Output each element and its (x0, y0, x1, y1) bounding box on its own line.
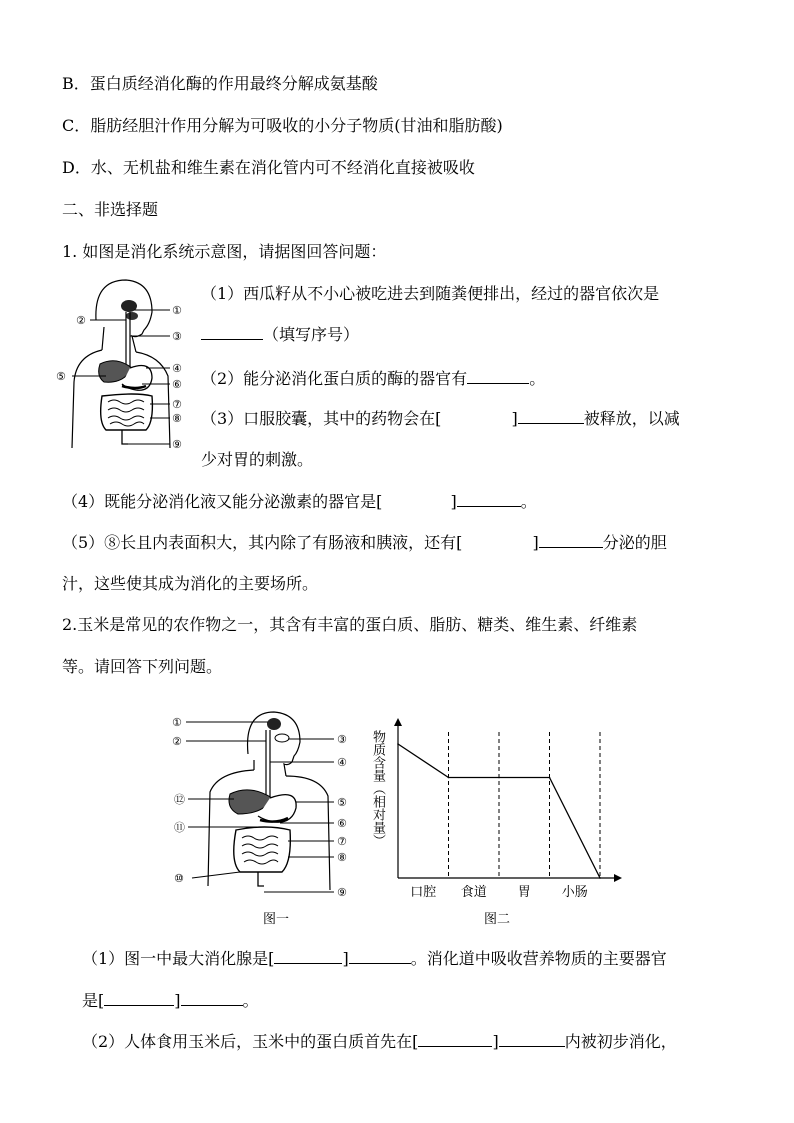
fig1-label-5: ⑤ (56, 370, 66, 383)
q2-part1-bracket-blank[interactable] (274, 948, 342, 964)
q2-part1-blank-2[interactable] (181, 990, 243, 1006)
digestive-figure-2 (170, 706, 360, 906)
q1-part2-end: 。 (529, 369, 546, 388)
series-point (498, 777, 500, 779)
series-point (397, 743, 399, 745)
q1-part5-line (62, 532, 667, 553)
q2-part1-bracket-blank-2[interactable] (104, 990, 174, 1006)
content-chart (364, 714, 622, 904)
q2-part2-a: （2）人体食用玉米后，玉米中的蛋白质首先在[ (82, 1032, 419, 1051)
q2-part1-line2 (82, 990, 259, 1011)
option-d: D．水、无机盐和维生素在消化管内可不经消化直接被吸收 (62, 158, 475, 177)
x-tick-label: 胃 (517, 885, 531, 900)
q2-part1-a: （1）图一中最大消化腺是[ (82, 949, 275, 968)
q1-part4-c: 。 (520, 492, 537, 511)
q2-part1-line (82, 948, 667, 969)
x-tick-label: 食道 (460, 885, 487, 900)
q2-part1-f: 。 (242, 991, 259, 1010)
q1-part3-bracket-blank[interactable] (441, 409, 511, 424)
q1-part3-c: 被释放，以减 (583, 409, 680, 428)
fig2-label-9: ⑨ (337, 886, 347, 899)
q1-part1-line (201, 324, 359, 345)
q1-part3-a: （3）口服胶囊，其中的药物会在[ (201, 409, 442, 428)
q2-part2-blank[interactable] (499, 1031, 565, 1047)
q1-part5-bracket-blank[interactable] (462, 533, 532, 548)
fig1-label-4: ④ (172, 362, 182, 375)
fig1-label-3: ③ (172, 330, 182, 343)
fig2-label-7: ⑦ (337, 835, 347, 848)
q1-part3-blank[interactable] (518, 408, 584, 424)
option-b: B．蛋白质经消化酶的作用最终分解成氨基酸 (62, 74, 378, 93)
fig2-label-3: ③ (337, 733, 347, 746)
q1-part3-line (201, 408, 680, 429)
fig1-label-2: ② (76, 314, 86, 327)
q1-part1-b: （填写序号） (263, 325, 360, 344)
y-axis-arrow (394, 718, 402, 726)
y-axis-label: 物质含量（相对量） (370, 730, 385, 847)
x-tick-label: 小肠 (561, 885, 588, 900)
q2-stem-b: 等。请回答下列问题。 (62, 657, 223, 676)
fig1-label-1: ① (172, 304, 182, 317)
fig1-label-8: ⑧ (172, 412, 182, 425)
q2-part1-c: 。消化道中吸收营养物质的主要器官 (410, 949, 667, 968)
figure-2-caption: 图二 (484, 912, 511, 927)
q1-part2: （2）能分泌消化蛋白质的酶的器官有 (201, 369, 468, 388)
q2-part1-e: ] (174, 991, 181, 1010)
q1-stem: 1. 如图是消化系统示意图，请据图回答问题： (62, 242, 387, 261)
x-tick-label: 口腔 (410, 885, 437, 900)
fig2-label-2: ② (172, 735, 182, 748)
fig2-label-6: ⑥ (337, 817, 347, 830)
q1-part5-d: 汁，这些使其成为消化的主要场所。 (62, 574, 319, 593)
q1-part5-blank[interactable] (539, 532, 603, 548)
q2-part1-d: 是[ (82, 991, 105, 1010)
q1-part1-blank[interactable] (201, 324, 263, 340)
option-c: C．脂肪经胆汁作用分解为可吸收的小分子物质(甘油和脂肪酸) (62, 116, 503, 135)
fig2-label-12: ⑫ (174, 793, 185, 806)
q1-part3-d: 少对胃的刺激。 (201, 450, 314, 469)
q2-part2-b: ] (492, 1032, 499, 1051)
fig2-label-10: ⑩ (174, 872, 184, 885)
q1-part4-blank[interactable] (457, 491, 521, 507)
fig2-label-4: ④ (337, 756, 347, 769)
q2-part2-bracket-blank[interactable] (418, 1031, 492, 1047)
fig2-label-8: ⑧ (337, 851, 347, 864)
q1-part3-b: ] (511, 409, 518, 428)
q1-part4-bracket-blank[interactable] (382, 492, 450, 507)
q1-part4-line (62, 491, 537, 512)
q2-part1-blank[interactable] (349, 948, 411, 964)
q2-part1-b: ] (342, 949, 349, 968)
q1-part5-c: 分泌的胆 (602, 533, 667, 552)
series-point (599, 877, 601, 879)
q2-part2-c: 内被初步消化， (564, 1032, 677, 1051)
fig2-label-5: ⑤ (337, 796, 347, 809)
q1-part5-a: （5）⑧长且内表面积大，其内除了有肠液和胰液，还有[ (62, 533, 463, 552)
section-title: 二、非选择题 (62, 200, 159, 219)
series-point (448, 777, 450, 779)
fig1-label-6: ⑥ (172, 378, 182, 391)
q2-stem-a: 2.玉米是常见的农作物之一，其含有丰富的蛋白质、脂肪、糖类、维生素、纤维素 (62, 615, 638, 634)
fig1-label-7: ⑦ (172, 398, 182, 411)
q1-part4-a: （4）既能分泌消化液又能分泌激素的器官是[ (62, 492, 383, 511)
chart-ylabel (368, 730, 390, 860)
q1-part2-blank[interactable] (467, 368, 529, 384)
fig1-label-9: ⑨ (172, 438, 182, 451)
series-point (549, 777, 551, 779)
q2-part2-line (82, 1031, 677, 1052)
q1-part4-b: ] (450, 492, 457, 511)
fig2-label-1: ① (172, 716, 182, 729)
digestive-figure-1 (56, 272, 196, 452)
x-axis-arrow (614, 874, 622, 882)
fig2-label-11: ⑪ (174, 821, 185, 834)
q1-part5-b: ] (532, 533, 539, 552)
q1-part1-a: （1）西瓜籽从不小心被吃进去到随粪便排出，经过的器官依次是 (201, 284, 660, 303)
figure-1-caption: 图一 (263, 912, 290, 927)
q1-part2-line (201, 368, 545, 389)
